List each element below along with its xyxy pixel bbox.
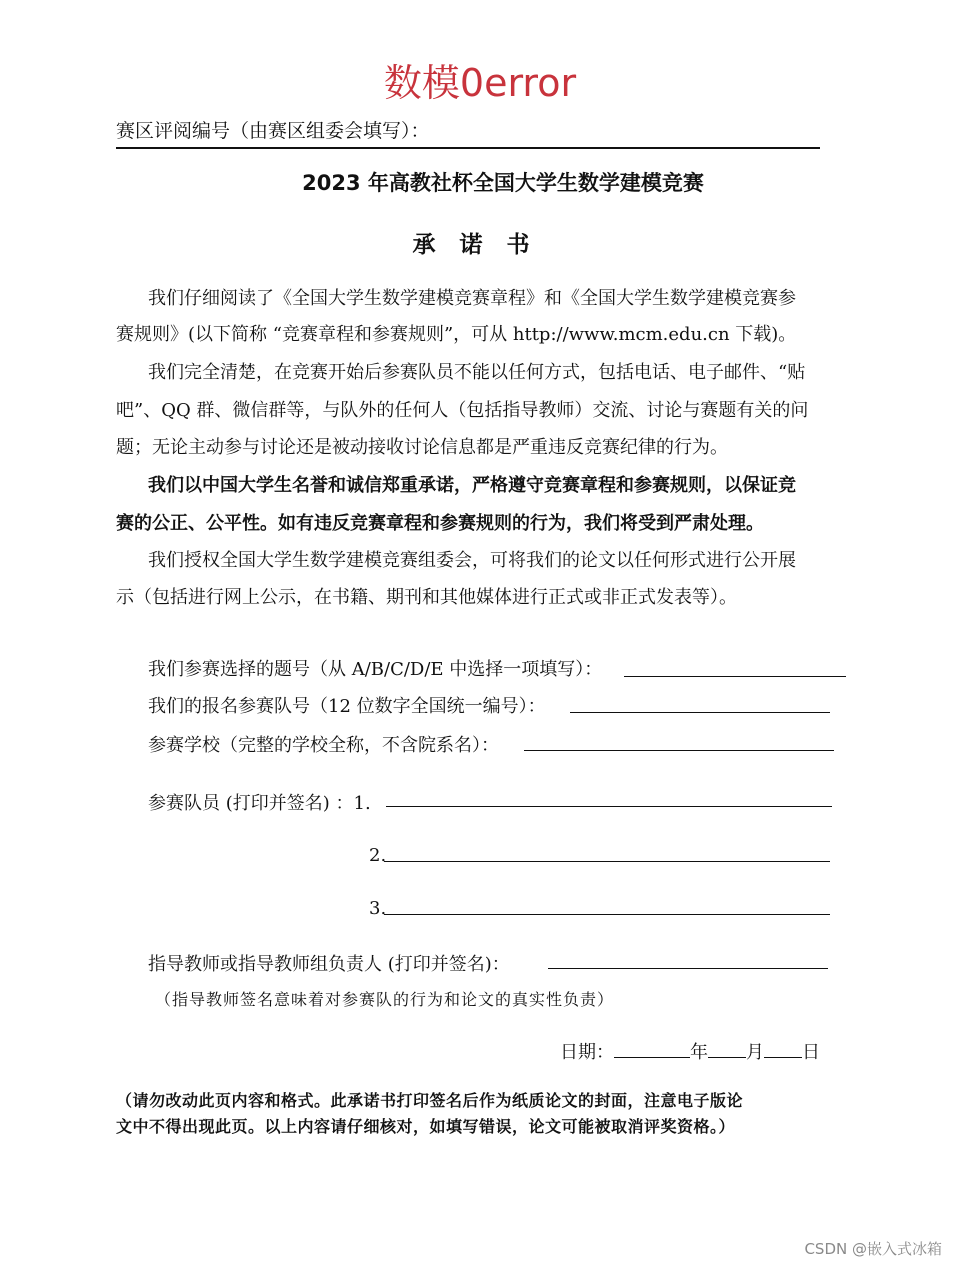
member-3-label: 3. <box>369 898 387 919</box>
date-day-field[interactable] <box>764 1057 802 1058</box>
date-year-label: 年 <box>690 1042 708 1063</box>
footer-note-line-2: 文中不得出现此页。以上内容请仔细核对，如填写错误，论文可能被取消评奖资格。） <box>116 1117 736 1136</box>
date-day-label: 日 <box>802 1042 820 1063</box>
csdn-credit: CSDN @嵌入式冰箱 <box>804 1240 942 1258</box>
document-title: 承诺书 <box>412 232 554 258</box>
footer-note-line-1: （请勿改动此页内容和格式。此承诺书打印签名后作为纸质论文的封面，注意电子版论 <box>116 1091 744 1110</box>
advisor-note: （指导教师签名意味着对参赛队的行为和论文的真实性负责） <box>155 990 615 1009</box>
region-review-number-label: 赛区评阅编号（由赛区组委会填写）： <box>116 120 430 142</box>
paragraph-4-line-1: 我们授权全国大学生数学建模竞赛组委会，可将我们的论文以任何形式进行公开展 <box>148 550 796 571</box>
date-year-field[interactable] <box>614 1057 690 1058</box>
member-2-signature-field[interactable] <box>384 861 830 862</box>
member-3-signature-field[interactable] <box>384 914 830 915</box>
date-row <box>560 1038 820 1064</box>
competition-title: 2023 年高教社杯全国大学生数学建模竞赛 <box>302 171 704 195</box>
date-month-label: 月 <box>746 1042 764 1063</box>
paragraph-3-line-1: 我们以中国大学生名誉和诚信郑重承诺，严格遵守竞赛章程和参赛规则，以保证竞 <box>148 475 796 496</box>
paragraph-1-line-1: 我们仔细阅读了《全国大学生数学建模竞赛章程》和《全国大学生数学建模竞赛参 <box>148 288 796 309</box>
paragraph-4-line-2: 示（包括进行网上公示，在书籍、期刊和其他媒体进行正式或非正式发表等）。 <box>116 587 737 608</box>
watermark-title: 数模0error <box>383 61 577 105</box>
members-label: 参赛队员 (打印并签名) ：1. <box>148 793 371 814</box>
paragraph-1-line-2: 赛规则》(以下简称 “竞赛章程和参赛规则”，可从 http://www.mcm.edu.cn 下载)。 <box>116 324 797 345</box>
paragraph-2-line-1: 我们完全清楚，在竞赛开始后参赛队员不能以任何方式，包括电话、电子邮件、“贴 <box>148 362 806 383</box>
date-label: 日期： <box>560 1042 614 1063</box>
advisor-label: 指导教师或指导教师组负责人 (打印并签名)： <box>148 954 510 975</box>
date-month-field[interactable] <box>708 1057 746 1058</box>
header-divider <box>116 147 820 149</box>
advisor-signature-field[interactable] <box>548 968 828 969</box>
problem-number-label: 我们参赛选择的题号（从 A/B/C/D/E 中选择一项填写）： <box>148 659 603 680</box>
problem-number-field[interactable] <box>624 676 846 677</box>
paragraph-2-line-3: 题；无论主动参与讨论还是被动接收讨论信息都是严重违反竞赛纪律的行为。 <box>116 437 728 458</box>
member-1-signature-field[interactable] <box>386 806 832 807</box>
team-number-field[interactable] <box>570 712 830 713</box>
paragraph-2-line-2: 吧”、QQ 群、微信群等，与队外的任何人（包括指导教师）交流、讨论与赛题有关的问 <box>116 400 809 421</box>
team-number-label: 我们的报名参赛队号（12 位数字全国统一编号）： <box>148 696 546 717</box>
school-field[interactable] <box>524 750 834 751</box>
paragraph-3-line-2: 赛的公正、公平性。如有违反竞赛章程和参赛规则的行为，我们将受到严肃处理。 <box>116 513 764 534</box>
school-label: 参赛学校（完整的学校全称，不含院系名）： <box>148 735 499 756</box>
member-2-label: 2. <box>369 845 387 866</box>
